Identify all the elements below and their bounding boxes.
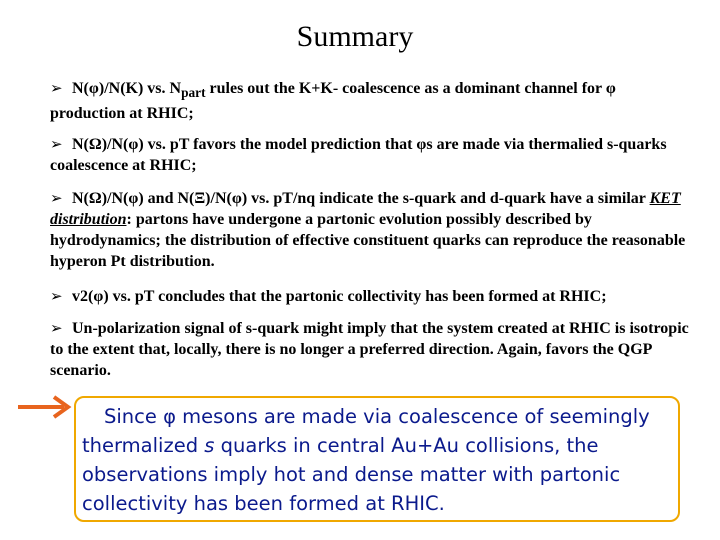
arrowhead-bullet-icon: ➢ [50, 135, 63, 153]
arrowhead-bullet-icon: ➢ [50, 319, 63, 337]
conclusion-callout: Since φ mesons are made via coalescence of seemingly thermalized s quarks in central Au+Au collisions, the observations imply hot and dense matter with partonic collectivity has been formed at RHIC. [74, 396, 680, 522]
ket-distribution: KET distribution [50, 190, 681, 228]
right-arrow-icon [16, 393, 74, 421]
arrowhead-bullet-icon: ➢ [50, 79, 63, 97]
bullet-2: ➢ N(Ω)/N(φ) vs. pT favors the model prediction that φs are made via thermalied s-quarks coalescence at RHIC; [50, 135, 667, 174]
bullet-3: ➢ N(Ω)/N(φ) and N(Ξ)/N(φ) vs. pT/nq indicate the s-quark and d-quark have a similar KET distribution: partons have undergone a partonic evolution possibly described by hydrodynamics; the distribution of effective constituent quarks can reproduce the reasonable hyperon Pt distribution. [50, 189, 686, 270]
arrowhead-bullet-icon: ➢ [50, 189, 63, 207]
bullet-5: ➢ Un-polarization signal of s-quark might imply that the system created at RHIC is isotropic to the extent that, locally, there is no longer a preferred direction. Again, favors the QGP scenario. [50, 319, 689, 379]
page-title: Summary [296, 20, 414, 53]
bullet-4: ➢ v2(φ) vs. pT concludes that the partonic collectivity has been formed at RHIC; [50, 287, 607, 305]
bullet-1: ➢ N(φ)/N(K) vs. $N_{part}$ rules out the K+K- coalescence as a dominant channel for φ production at RHIC; [50, 79, 616, 123]
arrowhead-bullet-icon: ➢ [50, 287, 63, 305]
